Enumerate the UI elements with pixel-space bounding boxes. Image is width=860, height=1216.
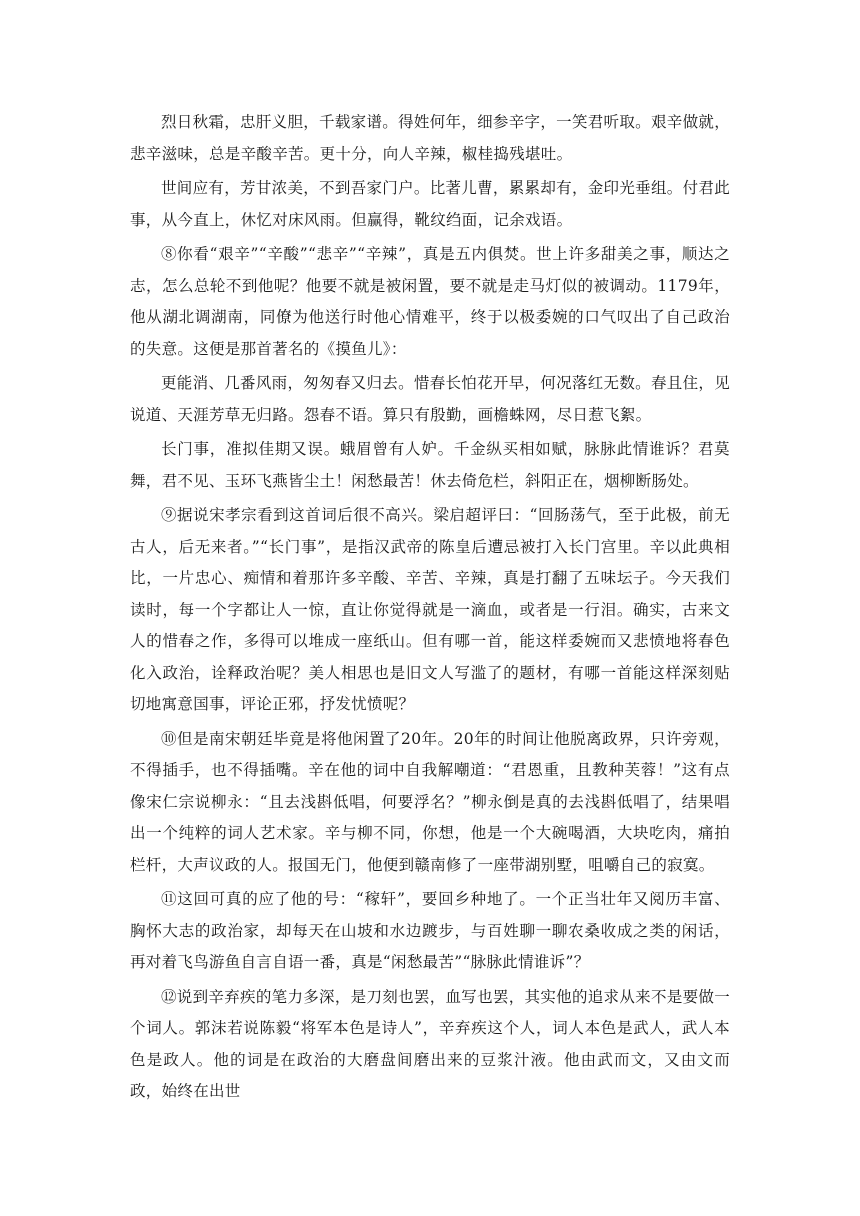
poem-stanza-2: 世间应有，芳甘浓美，不到吾家门户。比著儿曹，累累却有，金印光垂组。付君此事，从今直上，休忆对床风雨。但赢得，靴纹绉面，记余戏语。 [130, 179, 730, 229]
article-body [130, 107, 730, 1108]
paragraph-12: ⑫说到辛弃疾的笔力多深，是刀刻也罢，血写也罢，其实他的追求从来不是要做一个词人。郭沫若说陈毅“将军本色是诗人”，辛弃疾这个人，词人本色是武人，武人本色是政人。他的词是在政治的大磨盘间磨出来的豆浆汁液。他由武而文，又由文而政，始终在出世 [130, 987, 730, 1100]
paragraph-9: ⑨据说宋孝宗看到这首词后很不高兴。梁启超评曰：“回肠荡气，至于此极，前无古人，后无来者。”“长门事”，是指汉武帝的陈皇后遭忌被打入长门宫里。辛以此典相比，一片忠心、痴情和着那许多辛酸、辛苦、辛辣，真是打翻了五味坛子。今天我们读时，每一个字都让人一惊，直让你觉得就是一滴血，或者是一行泪。确实，古来文人的惜春之作，多得可以堆成一座纸山。但有哪一首，能这样委婉而又悲愤地将春色化入政治，诠释政治呢？美人相思也是旧文人写滥了的题材，有哪一首能这样深刻贴切地寓意国事，评论正邪，抒发忧愤呢？ [130, 506, 730, 713]
poem-moyuer-stanza-2: 长门事，准拟佳期又误。蛾眉曾有人妒。千金纵买相如赋，脉脉此情谁诉？君莫舞，君不见、玉环飞燕皆尘土！闲愁最苦！休去倚危栏，斜阳正在，烟柳断肠处。 [130, 440, 730, 490]
poem-stanza-1: 烈日秋霜，忠肝义胆，千载家谱。得姓何年，细参辛字，一笑君听取。艰辛做就，悲辛滋味，总是辛酸辛苦。更十分，向人辛辣，椒桂捣残堪吐。 [130, 113, 730, 163]
paragraph-8: ⑧你看“艰辛”“辛酸”“悲辛”“辛辣”，真是五内俱焚。世上许多甜美之事，顺达之志，怎么总轮不到他呢？他要不就是被闲置，要不就是走马灯似的被调动。1179年，他从湖北调湖南，同僚为他送行时他心情难平，终于以极委婉的口气叹出了自己政治的失意。这便是那首著名的《摸鱼儿》： [130, 245, 730, 358]
poem-moyuer-stanza-1: 更能消、几番风雨，匆匆春又归去。惜春长怕花开早，何况落红无数。春且住，见说道、天涯芳草无归路。怨春不语。算只有殷勤，画檐蛛网，尽日惹飞絮。 [130, 374, 730, 424]
paragraph-10: ⑩但是南宋朝廷毕竟是将他闲置了20年。20年的时间让他脱离政界，只许旁观，不得插手，也不得插嘴。辛在他的词中自我解嘲道：“君恩重，且教种芙蓉！”这有点像宋仁宗说柳永：“且去浅斟低唱，何要浮名？”柳永倒是真的去浅斟低唱了，结果唱出一个纯粹的词人艺术家。辛与柳不同，你想，他是一个大碗喝酒，大块吃肉，痛拍栏杆，大声议政的人。报国无门，他便到赣南修了一座带湖别墅，咀嚼自己的寂寞。 [130, 729, 730, 874]
paragraph-11: ⑪这回可真的应了他的号：“稼轩”，要回乡种地了。一个正当壮年又阅历丰富、胸怀大志的政治家，却每天在山坡和水边踱步，与百姓聊一聊农桑收成之类的闲话，再对着飞鸟游鱼自言自语一番，真是“闲愁最苦”“脉脉此情谁诉”？ [130, 890, 730, 971]
